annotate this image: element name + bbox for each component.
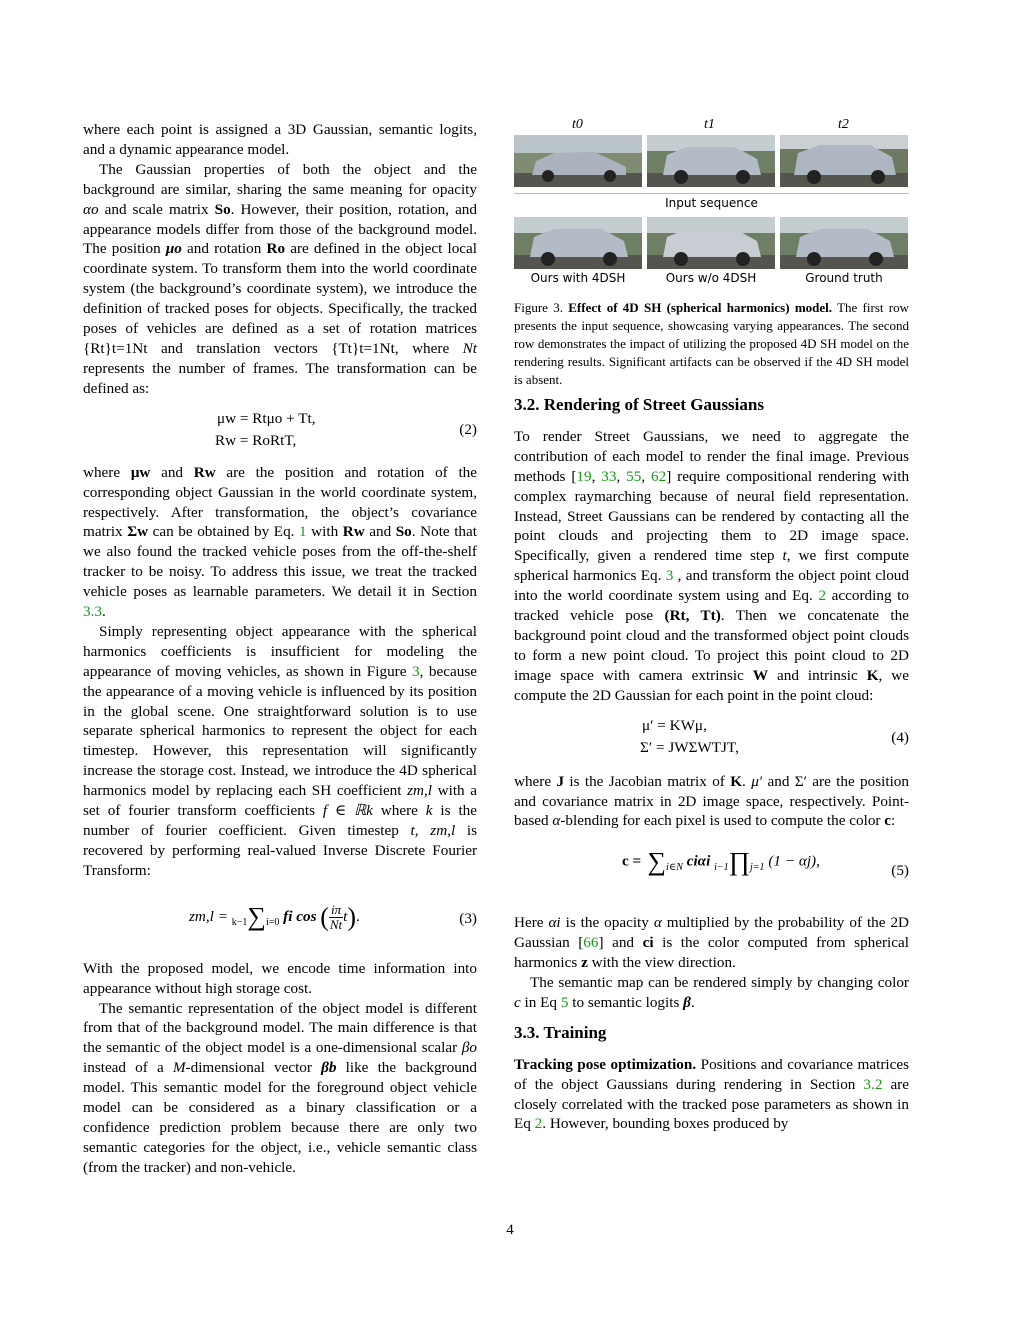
input-sequence-label: Input sequence [665,196,758,210]
time-label-t0: t0 [572,117,583,132]
paragraph: To render Street Gaussians, we need to aggregate the contribution of each model to render the final image. Previous methods [19, 33, 55, 62] require compositional rendering with complex raymarching because of neural field representation. Instead, Street Gaussians can be rendered by contacting all the point clouds and projecting them to 2D image space. Specifically, given a rendered time step t, we first compute spherical harmonics Eq. 3 , and transform the object point cloud into the world coordinate system using and Eq. 2 according to tracked vehicle pose (Rt, Tt). Then we concatenate the background point cloud and the transformed object point clouds to form a new point cloud. To project this point cloud to 2D image space with camera extrinsic W and intrinsic K, we compute the 2D Gaussian for each point in the point cloud: [514,427,910,704]
citation-link[interactable]: 19 [576,467,592,485]
figure-link[interactable]: 3 [412,662,420,680]
equation-number: (2) [459,420,477,438]
equation-number: (4) [891,728,909,746]
result-image-with-4dsh [514,217,642,269]
citation-link[interactable]: 66 [583,934,599,952]
paragraph: Simply representing object appearance with the spherical harmonics coefficients is insufficient for modeling the appearance of moving vehicles, as shown in Figure 3, because the appearance of a moving vehicle is influenced by its position in the global scene. One straightforward solution is to use separate spherical harmonics to represent the object for each timestep. However, this representation will significantly increase the storage cost. Instead, we introduce the 4D spherical harmonics model by replacing each SH coefficient zm,l with a set of fourier transform coefficients f ∈ ℝk where k is the number of fourier coefficient. Given timestep t, zm,l is recovered by performing real-valued Inverse Discrete Fourier Transform: [83,622,478,879]
paragraph: The semantic map can be rendered simply by changing color c in Eq 5 to semantic logits β. [514,974,909,1011]
citation-link[interactable]: 33 [601,467,617,485]
equation-5: c = ∑i∈N ciαi i−1∏j=1 (1 − αj), (5) [622,847,909,880]
result-image-without-4dsh [647,217,775,269]
equation-link[interactable]: 2 [534,1115,543,1133]
equation-link[interactable]: 5 [560,993,569,1011]
time-label-t1: t1 [704,117,715,132]
paragraph: where J is the Jacobian matrix of K. μ′ and Σ′ are the position and covariance matrix in 2D image space, respectively. Point-based α-blending for each pixel is used to compute the color c: [514,772,909,830]
section-link[interactable]: 3.3 [83,603,102,621]
time-label-t2: t2 [838,117,849,132]
figure-caption: Figure 3. Effect of 4D SH (spherical harmonics) model. The first row presents the input sequence, showcasing varying appearances. The second row demonstrates the impact of utilizing the proposed 4D SH model on the rendering results. Significant artifacts can be observed if the 4D SH model is absent. [514,300,909,387]
paragraph: The semantic representation of the object model is different from that of the background model. The main difference is that the semantic of the object model is a one-dimensional scalar βo instead of a M-dimensional vector βb like the background model. This semantic model for the foreground object vehicle model can be considered as a binary classification or a confidence prediction problem because there are only two semantic categories for the object, i.e., vehicle semantic class (from the tracker) and non-vehicle. [83,999,477,1176]
section-heading: 3.3. Training [514,1022,607,1042]
section-heading: 3.2. Rendering of Street Gaussians [514,395,764,414]
paragraph: The Gaussian properties of both the object and the background are similar, sharing the same meaning for opacity αo and scale matrix So. However, their position, rotation, and appearance models differ from those of the background model. The position μo and rotation Ro are defined in the object local coordinate system. To transform them into the world coordinate system (the background’s coordinate system), we introduce the definition of tracked poses for objects. Specifically, the tracked poses of vehicles are defined as a set of rotation matrices {Rt}t=1Nt and translation vectors {Tt}t=1Nt, where Nt represents the number of frames. The transformation can be defined as: [83,160,477,397]
figure-3 [514,115,909,285]
citation-link[interactable]: 55 [626,467,642,485]
paragraph: Tracking pose optimization. Positions and covariance matrices of the object Gaussians during rendering in Section 3.2 are closely correlated with the tracked pose parameters as shown in Eq 2. However, bounding boxes produced by [514,1055,909,1133]
equation-3: zm,l = k−1∑i=0 fi cos ( $\frac{i\pi}{Nt}$ t). (3) [189,901,477,932]
equation-2: μw = Rtμo + Tt, Rw = RoRtT, (2) [215,409,477,449]
paragraph: where each point is assigned a 3D Gaussian, semantic logits, and a dynamic appearance model. [83,121,477,158]
input-frame-image [514,135,642,187]
left-column [83,120,477,1178]
equation-number: (5) [891,862,909,880]
input-frame-image [780,135,908,187]
equation-link[interactable]: 3 [665,567,674,585]
paragraph: With the proposed model, we encode time information into appearance without high storage cost. [83,959,477,997]
equation-link[interactable]: 1 [299,523,307,541]
label-with-4dsh: Ours with 4DSH [530,271,626,285]
paragraph: where μw and Rw are the position and rotation of the corresponding object Gaussian in the world coordinate system, respectively. After transformation, the object’s covariance matrix Σw can be obtained by Eq. 1 with Rw and So. Note that we also found the tracked vehicle poses from the off-the-shelf tracker to be noisy. To address this issue, we treat the tracked vehicle poses as learnable parameters. We detail it in Section 3.3. [83,463,477,621]
section-link[interactable]: 3.2 [863,1075,883,1093]
label-ground-truth: Ground truth [805,271,883,285]
label-without-4dsh: Ours w/o 4DSH [665,271,757,285]
right-column [514,115,909,1134]
equation-4: μ′ = KWμ, Σ′ = JWΣWTJT, (4) [640,716,909,756]
ground-truth-image [780,217,908,269]
page-number: 4 [506,1222,514,1238]
equation-number: (3) [459,909,477,927]
paragraph: Here αi is the opacity α multiplied by the probability of the 2D Gaussian [66] and ci is the color computed from spherical harmonics z with the view direction. [514,914,909,972]
citation-link[interactable]: 62 [651,467,667,485]
input-frame-image [647,135,775,187]
equation-link[interactable]: 2 [818,587,827,605]
